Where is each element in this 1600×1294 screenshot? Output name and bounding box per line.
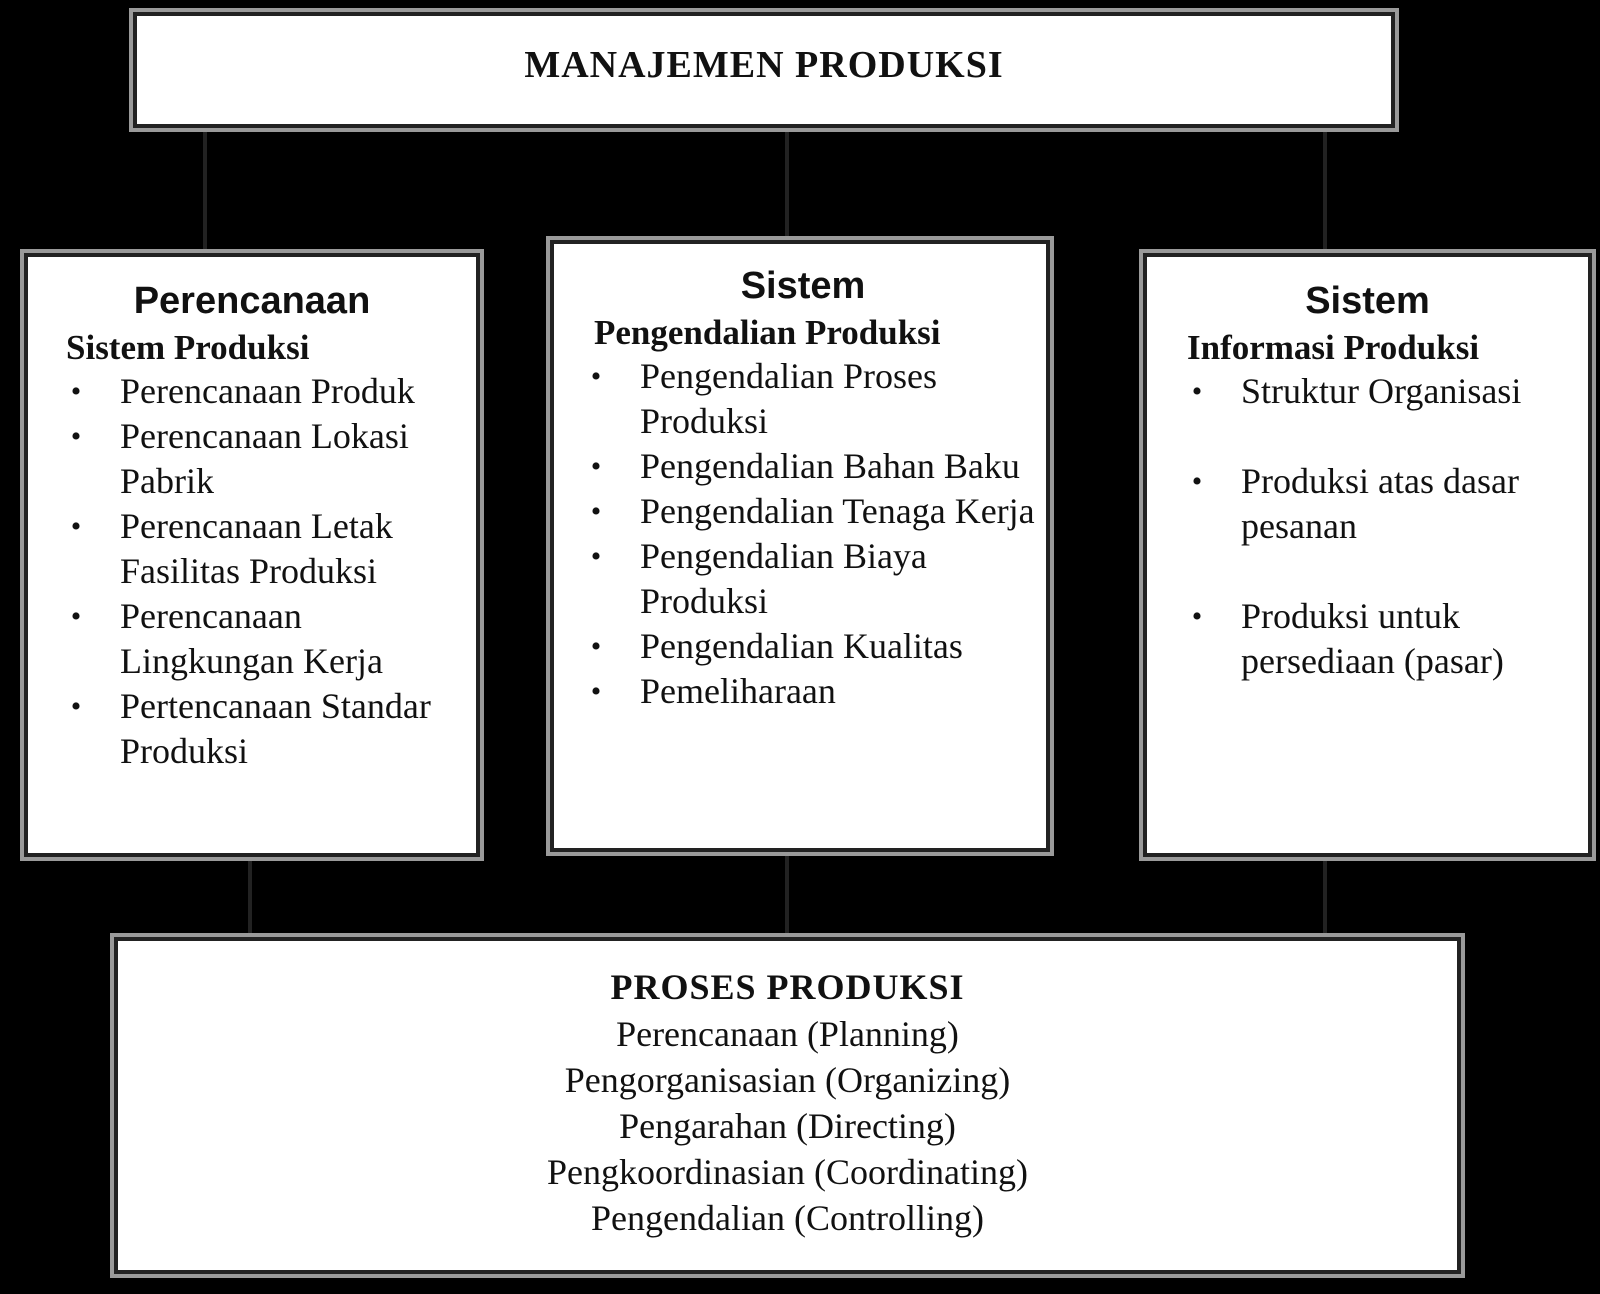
bullet-icon: • (1191, 375, 1203, 408)
connector-top-left (203, 128, 207, 253)
list-item (586, 354, 1036, 444)
list-item (66, 594, 464, 684)
list-item-label: Produksi atas dasar pesanan (1241, 461, 1519, 546)
list-item (586, 669, 1036, 714)
process-step: Pengorganisasian (Organizing) (564, 1060, 1011, 1100)
perencanaan-sistem-produksi-box (24, 253, 480, 857)
list-item (66, 369, 464, 414)
column-heading-primary: Sistem (1305, 280, 1430, 322)
bullet-icon: • (70, 690, 82, 723)
column-heading-secondary: Informasi Produksi (1187, 328, 1480, 367)
connector-top-center (785, 128, 789, 240)
bullet-icon: • (590, 675, 602, 708)
sistem-pengendalian-produksi-box (550, 240, 1050, 852)
process-step: Pengarahan (Directing) (619, 1106, 956, 1146)
list-item-label: Pengendalian Bahan Baku (640, 446, 1020, 486)
bullet-icon: • (590, 495, 602, 528)
manajemen-produksi-title: MANAJEMEN PRODUKSI (524, 44, 1004, 86)
list-item-label: Pertencanaan Standar Produksi (120, 686, 431, 771)
list-item-label: Pengendalian Proses Produksi (640, 356, 937, 441)
column-heading-secondary: Pengendalian Produksi (594, 313, 941, 352)
manajemen-produksi-box (133, 12, 1395, 128)
proses-produksi-title: PROSES PRODUKSI (610, 967, 965, 1007)
bullet-icon: • (70, 600, 82, 633)
connector-bottom-left (248, 857, 252, 937)
bullet-icon: • (70, 420, 82, 453)
column-heading-primary: Sistem (740, 265, 866, 307)
bullet-icon: • (70, 375, 82, 408)
proses-produksi-steps (118, 1011, 1457, 1241)
list-item-label: Struktur Organisasi (1241, 371, 1522, 411)
column-heading-primary: Perencanaan (133, 280, 371, 322)
list-item-label: Pengendalian Kualitas (640, 626, 963, 666)
list-item (66, 684, 464, 774)
perencanaan-item-list (66, 369, 464, 774)
bullet-icon: • (590, 360, 602, 393)
list-item-label: Pengendalian Biaya Produksi (640, 536, 927, 621)
sistem-informasi-produksi-box (1143, 253, 1592, 857)
list-item-label: Pemeliharaan (640, 671, 836, 711)
process-step: Pengendalian (Controlling) (591, 1198, 984, 1238)
list-item-label: Perencanaan Lingkungan Kerja (120, 596, 383, 681)
list-item-label: Produksi untuk persediaan (pasar) (1241, 596, 1504, 681)
bullet-icon: • (590, 630, 602, 663)
column-heading-secondary: Sistem Produksi (66, 328, 310, 367)
list-item-label: Perencanaan Letak Fasilitas Produksi (120, 506, 393, 591)
connector-top-right (1323, 128, 1327, 253)
list-item (1187, 459, 1587, 549)
connector-bottom-right (1323, 857, 1327, 937)
list-item (1187, 594, 1587, 684)
proses-produksi-box (114, 937, 1461, 1274)
bullet-icon: • (590, 540, 602, 573)
list-item (586, 489, 1036, 534)
bullet-icon: • (70, 510, 82, 543)
list-item (66, 414, 464, 504)
process-step: Pengkoordinasian (Coordinating) (547, 1152, 1028, 1192)
process-step: Perencanaan (Planning) (616, 1014, 959, 1054)
list-item (66, 504, 464, 594)
bullet-icon: • (590, 450, 602, 483)
bullet-icon: • (1191, 600, 1203, 633)
list-item-label: Perencanaan Produk (120, 371, 415, 411)
list-item-label: Pengendalian Tenaga Kerja (640, 491, 1035, 531)
pengendalian-item-list (586, 354, 1036, 714)
informasi-item-list (1187, 369, 1587, 684)
bullet-icon: • (1191, 465, 1203, 498)
list-item (586, 534, 1036, 624)
list-item (586, 444, 1036, 489)
list-item-label: Perencanaan Lokasi Pabrik (120, 416, 409, 501)
connector-bottom-center (785, 852, 789, 937)
list-item (586, 624, 1036, 669)
list-item (1187, 369, 1587, 414)
